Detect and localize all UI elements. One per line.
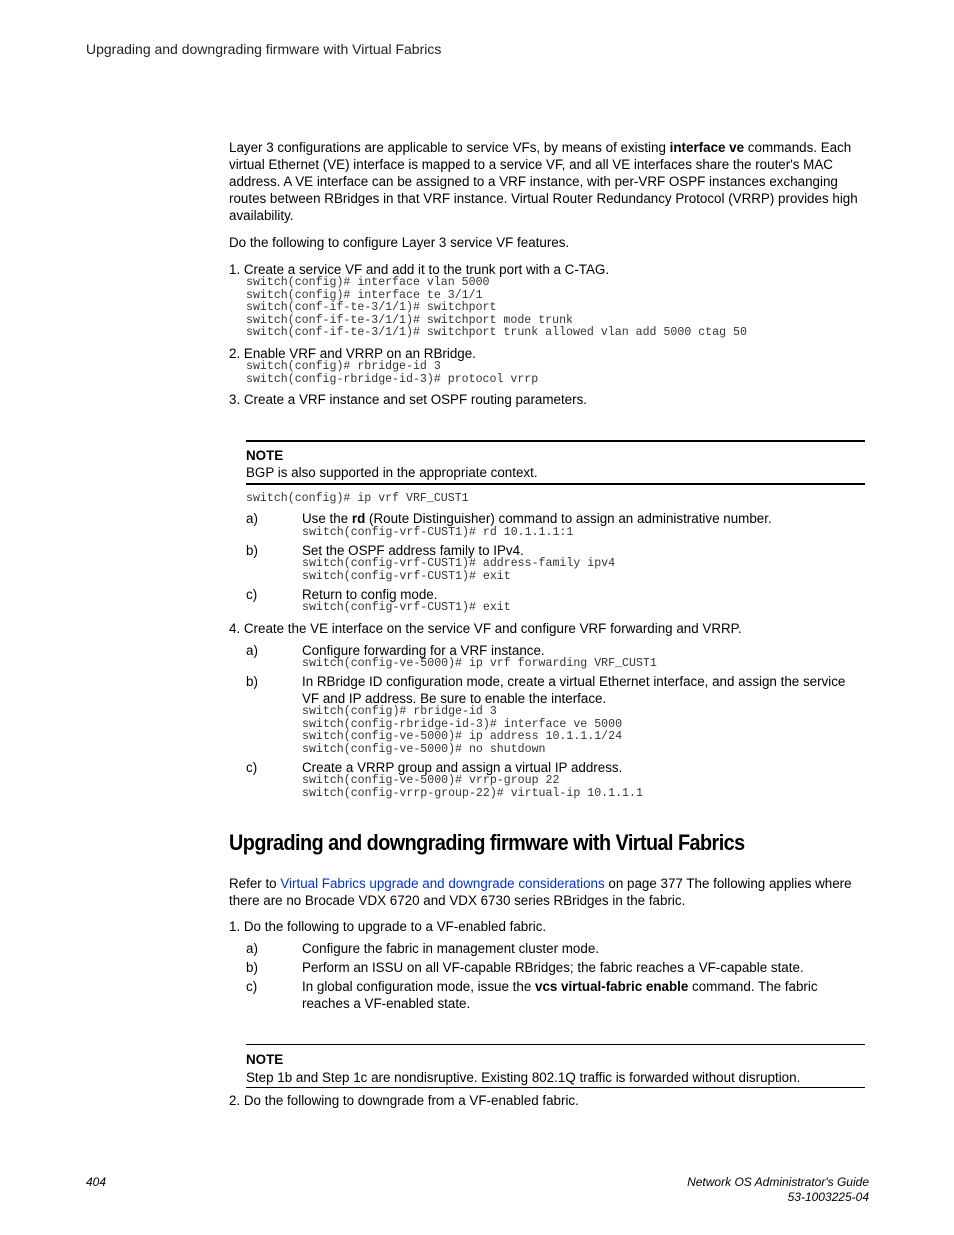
step-3a-command: rd bbox=[351, 511, 366, 526]
step-3a bbox=[302, 510, 862, 527]
upgrade-step-1c bbox=[302, 978, 862, 1012]
downgrade-step-2: 2. Do the following to downgrade from a VF-enabled fabric. bbox=[229, 1093, 579, 1108]
upgrade-step-1c-text: In global configuration mode, issue the bbox=[302, 979, 535, 994]
note-body: Step 1b and Step 1c are nondisruptive. Existing 802.1Q traffic is forwarded without disruption. bbox=[246, 1070, 801, 1085]
considerations-link[interactable]: Virtual Fabrics upgrade and downgrade considerations bbox=[280, 876, 605, 891]
note-body: BGP is also supported in the appropriate context. bbox=[246, 465, 538, 480]
section-paragraph bbox=[229, 875, 869, 909]
step-4: 4. Create the VE interface on the service VF and configure VRF forwarding and VRRP. bbox=[229, 621, 742, 636]
upgrade-step-1c-command: vcs virtual-fabric enable bbox=[535, 979, 689, 994]
note-title: NOTE bbox=[246, 1052, 284, 1067]
step-4c-letter: c) bbox=[246, 760, 258, 775]
note-top-rule bbox=[246, 1044, 865, 1045]
footer-doc-info bbox=[687, 1175, 869, 1205]
step-4b: In RBridge ID configuration mode, create a virtual Ethernet interface, and assign the service VF and IP address. Be sure to enable the interface. bbox=[302, 674, 846, 706]
intro-command: interface ve bbox=[669, 140, 745, 155]
note-title: NOTE bbox=[246, 448, 284, 463]
step-3c-letter: c) bbox=[246, 587, 258, 602]
step-4c: Create a VRRP group and assign a virtual IP address. bbox=[302, 760, 623, 775]
upgrade-step-1b-letter: b) bbox=[246, 960, 258, 975]
step-3b-code: switch(config-vrf-CUST1)# address-family ipv4 switch(config-vrf-CUST1)# exit bbox=[302, 557, 616, 583]
intro-paragraph bbox=[229, 139, 869, 224]
step-4a-letter: a) bbox=[246, 643, 258, 658]
guide-title: Network OS Administrator's Guide bbox=[687, 1175, 869, 1189]
step-2: 2. Enable VRF and VRRP on an RBridge. bbox=[229, 346, 476, 361]
step-3: 3. Create a VRF instance and set OSPF routing parameters. bbox=[229, 392, 587, 407]
step-2-code: switch(config)# rbridge-id 3 switch(config-rbridge-id-3)# protocol vrrp bbox=[246, 360, 539, 386]
step-4b-letter: b) bbox=[246, 674, 258, 689]
step-3b: Set the OSPF address family to IPv4. bbox=[302, 543, 524, 558]
section-text-rest: on page 377 The following applies where there are no Brocade VDX 6720 and VDX 6730 series RBridges in the fabric. bbox=[229, 876, 852, 908]
section-heading: Upgrading and downgrading firmware with Virtual Fabrics bbox=[229, 830, 745, 855]
upgrade-step-1a-letter: a) bbox=[246, 941, 258, 956]
upgrade-step-1b: Perform an ISSU on all VF-capable RBridges; the fabric reaches a VF-capable state. bbox=[302, 960, 804, 975]
step-3a-letter: a) bbox=[246, 511, 258, 526]
doc-number: 53-1003225-04 bbox=[787, 1190, 869, 1204]
step-3c-code: switch(config-vrf-CUST1)# exit bbox=[302, 601, 511, 614]
step-3-code: switch(config)# ip vrf VRF_CUST1 bbox=[246, 492, 469, 505]
note-top-rule bbox=[246, 440, 865, 442]
step-3c: Return to config mode. bbox=[302, 587, 438, 602]
note-bottom-rule bbox=[246, 1087, 865, 1088]
upgrade-step-1a: Configure the fabric in management cluster mode. bbox=[302, 941, 599, 956]
step-3a-code: switch(config-vrf-CUST1)# rd 10.1.1.1:1 bbox=[302, 526, 574, 539]
section-text: Refer to bbox=[229, 876, 281, 891]
step-4b-code: switch(config)# rbridge-id 3 switch(config-rbridge-id-3)# interface ve 5000 switch(config-ve-5000)# ip address 10.1.1.1/24 switch(config-ve-5000)# no shutdown bbox=[302, 705, 623, 756]
upgrade-step-1c-text-rest: command. The fabric reaches a VF-enabled state. bbox=[302, 979, 818, 1011]
upgrade-step-1c-letter: c) bbox=[246, 979, 258, 994]
intro-text-rest: commands. Each virtual Ethernet (VE) interface is mapped to a service VF, and all VE interfaces share the router's MAC address. A VE interface can be assigned to a VRF instance, with per-VRF OSPF instances exchanging routes between RBridges in that VRF instance. Virtual Router Redundancy Protocol (VRRP) provides high availability. bbox=[229, 140, 858, 223]
note-bgp bbox=[246, 440, 865, 486]
intro-text: Layer 3 configurations are applicable to service VFs, by means of existing bbox=[229, 140, 670, 155]
running-header: Upgrading and downgrading firmware with Virtual Fabrics bbox=[86, 41, 442, 57]
upgrade-step-1: 1. Do the following to upgrade to a VF-enabled fabric. bbox=[229, 919, 547, 934]
step-1: 1. Create a service VF and add it to the trunk port with a C-TAG. bbox=[229, 262, 610, 277]
step-3a-text-rest: (Route Distinguisher) command to assign an administrative number. bbox=[365, 511, 772, 526]
step-4c-code: switch(config-ve-5000)# vrrp-group 22 switch(config-vrrp-group-22)# virtual-ip 10.1.1.1 bbox=[302, 774, 643, 800]
note-bottom-rule bbox=[246, 483, 865, 485]
intro-instruction: Do the following to configure Layer 3 service VF features. bbox=[229, 235, 570, 250]
step-3a-text: Use the bbox=[302, 511, 352, 526]
step-3b-letter: b) bbox=[246, 543, 258, 558]
step-4a: Configure forwarding for a VRF instance. bbox=[302, 643, 545, 658]
step-4a-code: switch(config-ve-5000)# ip vrf forwarding VRF_CUST1 bbox=[302, 657, 657, 670]
step-1-code: switch(config)# interface vlan 5000 switch(config)# interface te 3/1/1 switch(conf-if-te-3/1/1)# switchport switch(conf-if-te-3/1/1)# switchport mode trunk switch(conf-if-te-3/1/1)# switchport trunk allowed vlan add 5000 ctag 50 bbox=[246, 276, 747, 339]
note-nondisruptive bbox=[246, 1044, 865, 1090]
page-number: 404 bbox=[86, 1175, 107, 1189]
